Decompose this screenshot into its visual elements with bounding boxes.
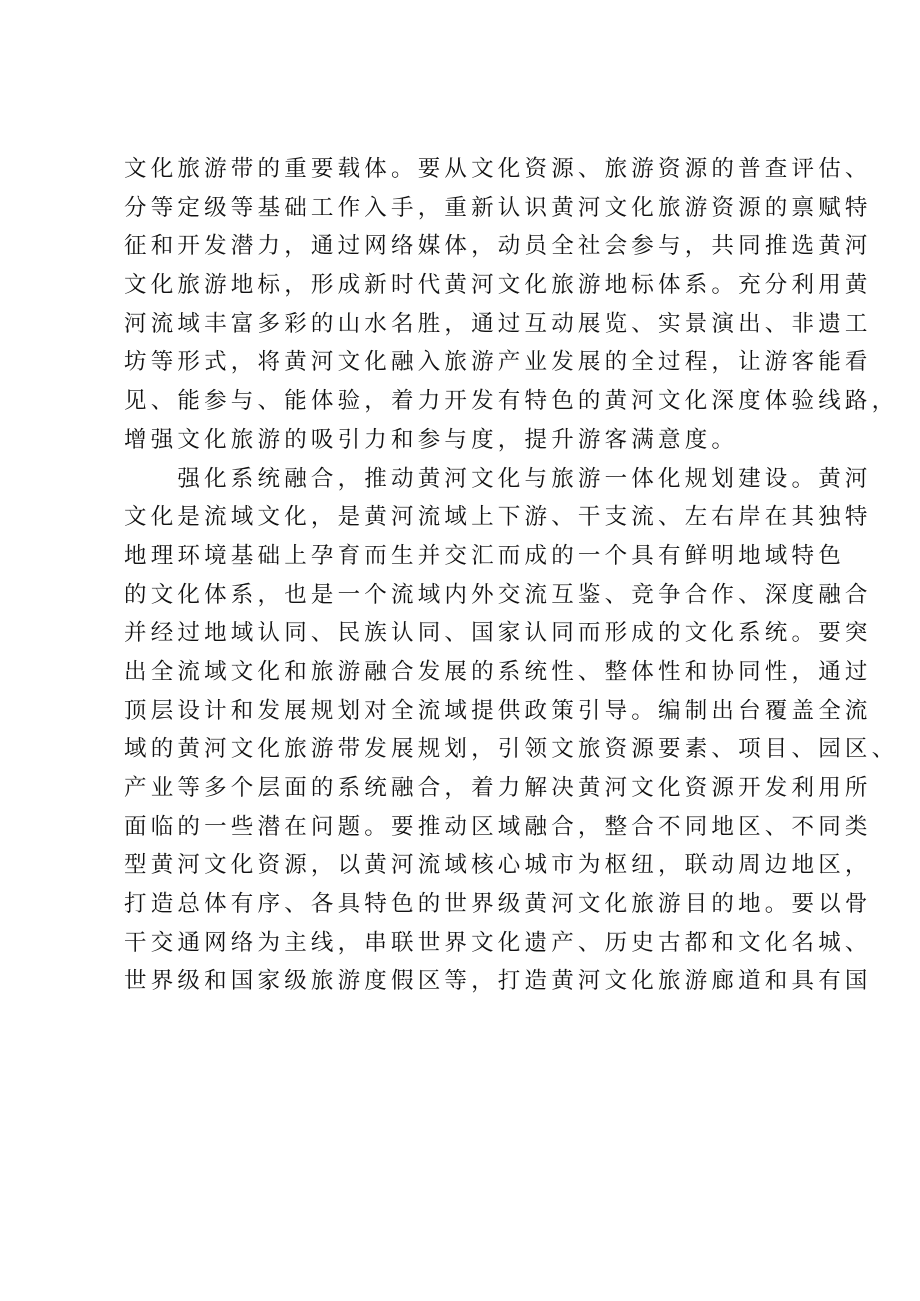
body-text (124, 150, 899, 1001)
text-line: 世界级和国家级旅游度假区等，打造黄河文化旅游廊道和具有国 (124, 968, 872, 995)
text-line: 文化旅游带的重要载体。要从文化资源、旅游资源的普查评估、 (124, 156, 872, 182)
text-line: 产业等多个层面的系统融合，着力解决黄河文化资源开发利用所 (124, 775, 872, 801)
text-line: 征和开发潜力，通过网络媒体，动员全社会参与，共同推选黄河 (124, 233, 872, 260)
text-line: 文化旅游地标，形成新时代黄河文化旅游地标体系。充分利用黄 (124, 272, 872, 299)
text-line: 型黄河文化资源，以黄河流域核心城市为枢纽，联动周边地区， (124, 852, 872, 879)
text-line: 坊等形式，将黄河文化融入旅游产业发展的全过程，让游客能看 (124, 349, 872, 376)
text-line: 河流域丰富多彩的山水名胜，通过互动展览、实景演出、非遗工 (124, 310, 872, 337)
text-line: 地理环境基础上孕育而生并交汇而成的一个具有鲜明地域特色 (124, 542, 845, 569)
text-line: 增强文化旅游的吸引力和参与度，提升游客满意度。 (124, 426, 739, 453)
text-line: 域的黄河文化旅游带发展规划，引领文旅资源要素、项目、园区、 (124, 736, 899, 763)
text-line: 的文化体系，也是一个流域内外交流互鉴、竞争合作、深度融合 (124, 581, 872, 608)
text-line: 并经过地域认同、民族认同、国家认同而形成的文化系统。要突 (124, 620, 872, 647)
text-line: 面临的一些潜在问题。要推动区域融合，整合不同地区、不同类 (124, 813, 872, 840)
text-line: 打造总体有序、各具特色的世界级黄河文化旅游目的地。要以骨 (124, 891, 872, 918)
text-line: 出全流域文化和旅游融合发展的系统性、整体性和协同性，通过 (124, 658, 872, 685)
text-line: 见、能参与、能体验，着力开发有特色的黄河文化深度体验线路， (124, 388, 899, 415)
text-line: 分等定级等基础工作入手，重新认识黄河文化旅游资源的禀赋特 (124, 194, 872, 221)
text-line: 强化系统融合，推动黄河文化与旅游一体化规划建设。黄河 (124, 465, 872, 492)
text-line: 顶层设计和发展规划对全流域提供政策引导。编制出台覆盖全流 (124, 697, 872, 724)
text-line: 文化是流域文化，是黄河流域上下游、干支流、左右岸在其独特 (124, 504, 872, 531)
text-line: 干交通网络为主线，串联世界文化遗产、历史古都和文化名城、 (124, 929, 872, 956)
